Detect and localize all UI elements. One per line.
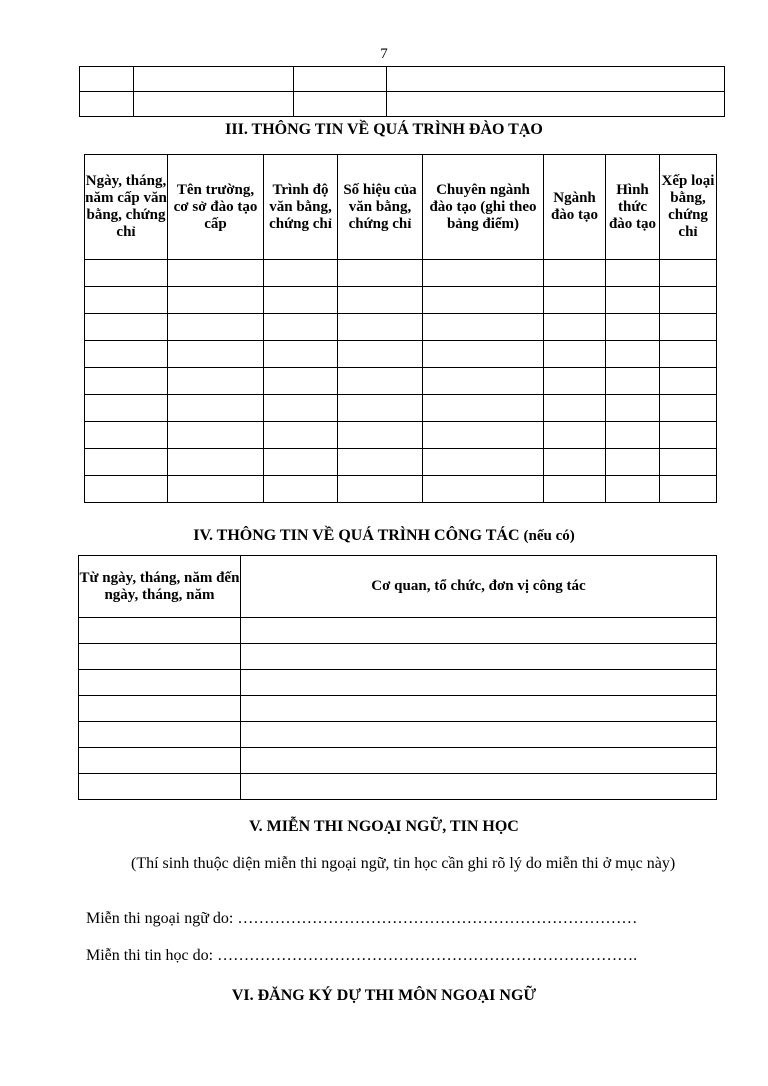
table-cell[interactable] bbox=[606, 422, 660, 449]
table-cell[interactable] bbox=[241, 774, 717, 800]
table-cell[interactable] bbox=[338, 422, 423, 449]
table-cell[interactable] bbox=[423, 260, 544, 287]
section-3-title: III. THÔNG TIN VỀ QUÁ TRÌNH ĐÀO TẠO bbox=[225, 121, 543, 138]
table-row bbox=[79, 670, 717, 696]
table-cell[interactable] bbox=[80, 92, 134, 117]
table-cell[interactable] bbox=[241, 696, 717, 722]
section-4-title-text: IV. THÔNG TIN VỀ QUÁ TRÌNH CÔNG TÁC bbox=[193, 527, 520, 544]
table-cell[interactable] bbox=[423, 341, 544, 368]
previous-table-continuation bbox=[79, 66, 725, 117]
table-row bbox=[85, 341, 717, 368]
table-row bbox=[79, 774, 717, 800]
table-row bbox=[80, 67, 725, 92]
table-row bbox=[79, 696, 717, 722]
header-major: Ngành đào tạo bbox=[544, 155, 606, 260]
table-cell[interactable] bbox=[544, 422, 606, 449]
table-cell[interactable] bbox=[168, 368, 264, 395]
table-cell[interactable] bbox=[168, 395, 264, 422]
table-row bbox=[85, 368, 717, 395]
table-cell[interactable] bbox=[606, 314, 660, 341]
it-exemption-line[interactable]: Miễn thi tin học do: ……………………………………………………………………. bbox=[86, 947, 638, 964]
table-cell[interactable] bbox=[264, 449, 338, 476]
table-cell[interactable] bbox=[85, 476, 168, 503]
table-row bbox=[85, 449, 717, 476]
table-cell[interactable] bbox=[168, 341, 264, 368]
table-cell[interactable] bbox=[423, 368, 544, 395]
table-cell[interactable] bbox=[85, 314, 168, 341]
section-4-note: (nếu có) bbox=[523, 528, 575, 544]
table-cell[interactable] bbox=[85, 368, 168, 395]
table-cell[interactable] bbox=[134, 92, 294, 117]
header-degree-number: Số hiệu của văn bằng, chứng chỉ bbox=[338, 155, 423, 260]
table-cell[interactable] bbox=[85, 449, 168, 476]
table-cell[interactable] bbox=[423, 287, 544, 314]
table-cell[interactable] bbox=[264, 368, 338, 395]
table-cell[interactable] bbox=[241, 748, 717, 774]
table-cell[interactable] bbox=[134, 67, 294, 92]
table-cell[interactable] bbox=[79, 774, 241, 800]
table-cell[interactable] bbox=[606, 395, 660, 422]
table-cell[interactable] bbox=[544, 449, 606, 476]
page-number: 7 bbox=[380, 46, 388, 62]
table-cell[interactable] bbox=[338, 449, 423, 476]
table-cell[interactable] bbox=[660, 395, 717, 422]
table-cell[interactable] bbox=[544, 314, 606, 341]
table-cell[interactable] bbox=[544, 395, 606, 422]
header-school-name: Tên trường, cơ sở đào tạo cấp bbox=[168, 155, 264, 260]
table-row bbox=[80, 92, 725, 117]
header-issue-date: Ngày, tháng, năm cấp văn bằng, chứng chỉ bbox=[85, 155, 168, 260]
table-row bbox=[85, 422, 717, 449]
work-history-table bbox=[78, 555, 717, 800]
header-degree-level: Trình độ văn bằng, chứng chỉ bbox=[264, 155, 338, 260]
exemption-instruction: (Thí sinh thuộc diện miễn thi ngoại ngữ, tin học cần ghi rõ lý do miễn thi ở mục này) bbox=[131, 855, 676, 872]
table-cell[interactable] bbox=[544, 287, 606, 314]
table-cell[interactable] bbox=[660, 287, 717, 314]
table-row bbox=[85, 476, 717, 503]
table-row bbox=[85, 287, 717, 314]
table-cell[interactable] bbox=[338, 368, 423, 395]
table-cell[interactable] bbox=[423, 422, 544, 449]
table-cell[interactable] bbox=[168, 260, 264, 287]
table-cell[interactable] bbox=[79, 618, 241, 644]
table-cell[interactable] bbox=[338, 476, 423, 503]
table-cell[interactable] bbox=[85, 260, 168, 287]
table-cell[interactable] bbox=[168, 287, 264, 314]
table-cell[interactable] bbox=[294, 92, 387, 117]
table-cell[interactable] bbox=[660, 368, 717, 395]
education-table bbox=[84, 154, 717, 503]
table-cell[interactable] bbox=[79, 748, 241, 774]
table-cell[interactable] bbox=[660, 314, 717, 341]
table-cell[interactable] bbox=[387, 67, 725, 92]
table-cell[interactable] bbox=[606, 449, 660, 476]
table-cell[interactable] bbox=[423, 449, 544, 476]
table-cell[interactable] bbox=[241, 722, 717, 748]
table-header-row bbox=[79, 556, 717, 618]
table-row bbox=[79, 618, 717, 644]
table-cell[interactable] bbox=[660, 476, 717, 503]
table-cell[interactable] bbox=[85, 341, 168, 368]
table-cell[interactable] bbox=[168, 314, 264, 341]
table-cell[interactable] bbox=[168, 422, 264, 449]
table-cell[interactable] bbox=[264, 314, 338, 341]
table-cell[interactable] bbox=[79, 722, 241, 748]
table-cell[interactable] bbox=[660, 449, 717, 476]
table-row bbox=[79, 644, 717, 670]
table-cell[interactable] bbox=[606, 341, 660, 368]
table-cell[interactable] bbox=[387, 92, 725, 117]
table-cell[interactable] bbox=[79, 644, 241, 670]
header-organization: Cơ quan, tổ chức, đơn vị công tác bbox=[241, 556, 717, 618]
header-classification: Xếp loại bằng, chứng chỉ bbox=[660, 155, 717, 260]
table-cell[interactable] bbox=[264, 287, 338, 314]
table-cell[interactable] bbox=[338, 260, 423, 287]
table-cell[interactable] bbox=[606, 287, 660, 314]
header-period: Từ ngày, tháng, năm đến ngày, tháng, năm bbox=[79, 556, 241, 618]
table-cell[interactable] bbox=[241, 670, 717, 696]
section-6-title: VI. ĐĂNG KÝ DỰ THI MÔN NGOẠI NGỮ bbox=[231, 987, 537, 1004]
table-cell[interactable] bbox=[79, 696, 241, 722]
table-cell[interactable] bbox=[660, 341, 717, 368]
table-cell[interactable] bbox=[85, 395, 168, 422]
table-cell[interactable] bbox=[606, 476, 660, 503]
table-cell[interactable] bbox=[544, 476, 606, 503]
table-cell[interactable] bbox=[241, 644, 717, 670]
table-cell[interactable] bbox=[423, 476, 544, 503]
table-row bbox=[79, 722, 717, 748]
table-cell[interactable] bbox=[168, 476, 264, 503]
table-cell[interactable] bbox=[544, 368, 606, 395]
table-cell[interactable] bbox=[423, 395, 544, 422]
table-cell[interactable] bbox=[294, 67, 387, 92]
table-cell[interactable] bbox=[423, 314, 544, 341]
table-row bbox=[85, 314, 717, 341]
table-cell[interactable] bbox=[79, 670, 241, 696]
table-cell[interactable] bbox=[264, 260, 338, 287]
table-cell[interactable] bbox=[338, 341, 423, 368]
table-cell[interactable] bbox=[544, 260, 606, 287]
table-cell[interactable] bbox=[168, 449, 264, 476]
table-cell[interactable] bbox=[338, 287, 423, 314]
table-cell[interactable] bbox=[80, 67, 134, 92]
table-cell[interactable] bbox=[241, 618, 717, 644]
header-training-form: Hình thức đào tạo bbox=[606, 155, 660, 260]
table-row bbox=[79, 748, 717, 774]
table-cell[interactable] bbox=[264, 476, 338, 503]
section-5-title: V. MIỄN THI NGOẠI NGỮ, TIN HỌC bbox=[249, 818, 519, 835]
table-cell[interactable] bbox=[85, 422, 168, 449]
table-row bbox=[85, 395, 717, 422]
table-cell[interactable] bbox=[606, 368, 660, 395]
header-specialization: Chuyên ngành đào tạo (ghi theo bảng điểm) bbox=[423, 155, 544, 260]
section-4-title bbox=[0, 527, 768, 545]
table-cell[interactable] bbox=[264, 341, 338, 368]
table-cell[interactable] bbox=[338, 314, 423, 341]
table-cell[interactable] bbox=[85, 287, 168, 314]
table-cell[interactable] bbox=[264, 395, 338, 422]
table-cell[interactable] bbox=[338, 395, 423, 422]
table-header-row bbox=[85, 155, 717, 260]
table-cell[interactable] bbox=[660, 422, 717, 449]
table-row bbox=[85, 260, 717, 287]
table-cell[interactable] bbox=[544, 341, 606, 368]
table-cell[interactable] bbox=[660, 260, 717, 287]
foreign-language-exemption-line[interactable]: Miễn thi ngoại ngữ do: ………………………………………………………………… bbox=[86, 910, 638, 927]
table-cell[interactable] bbox=[264, 422, 338, 449]
table-cell[interactable] bbox=[606, 260, 660, 287]
